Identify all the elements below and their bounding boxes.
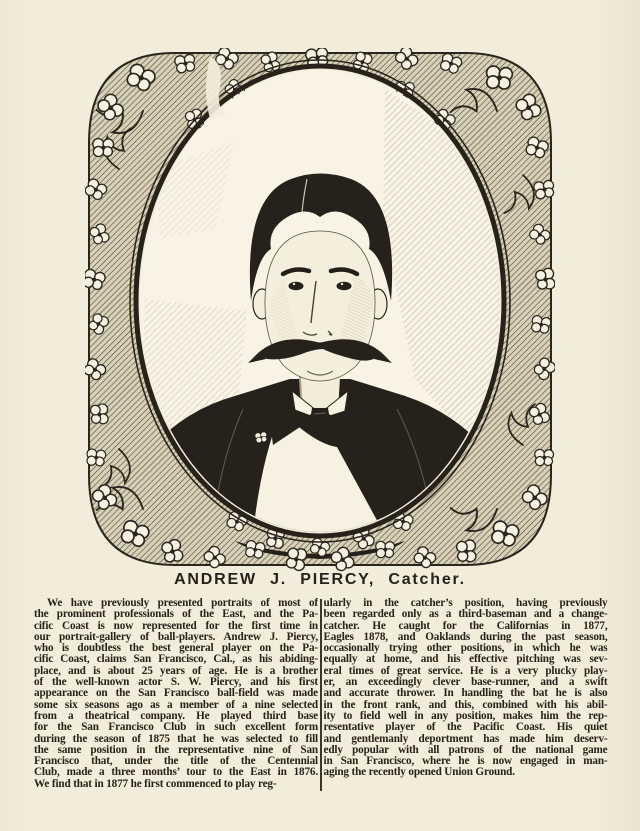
ornate-frame-engraving (85, 48, 555, 572)
boutonniere-icon (255, 432, 267, 443)
article-text (34, 598, 608, 791)
left-eye (289, 282, 304, 290)
eye-glint (293, 283, 295, 285)
article-left-column: We have previously presented portraits of most of the prominent professionals of the East, and the Pa- cific Coast is now represented for the first time in our portrait-gallery of ball-players. Andrew J. Piercy, who is doubtless the best general player on the Pa- cific Coast, claims San Francisco, Cal., as his abiding- place, and is about 25 years of age. He is a brother of the well-known actor S. W. Piercy, and his first appearance on the San Francisco ball-field was made some six seasons ago as a member of a nine selected from a theatrical company. He played third base for the San Francisco Club in such excellent form during the season of 1875 that he was selected to fill the same position in the representative nine of San Francisco that, under the title of the Centennial Club, made a three months’ tour to the East in 1876. We find that in 1877 he first commenced to play reg- (34, 598, 318, 790)
column-divider-rule (320, 599, 322, 791)
portrait-engraving-svg (85, 48, 555, 572)
eye-glint (341, 283, 343, 285)
right-eye (337, 282, 352, 290)
article-right-column: ularly in the catcher’s position, having previously been regarded only as a third-baseman and a change- catcher. He caught for the Californias in 1877, Eagles 1878, and Oaklands during the past season, occasionally trying other positions, in which he was equally at home, and his effective pitching was sev- eral times of great service. He is a very plucky play- er, an exceedingly clever base-runner, and a swift and accurate thrower. In handling the bat he is also in the front rank, and this, combined with his abil- ity to field well in any position, makes him the rep- resentative player of the Pacific Coast. His quiet and gentlemanly deportment has made him deserv- edly popular with all patrons of the national game in San Francisco, where he is now engaged in man- aging the recently opened Union Ground. (323, 598, 608, 779)
portrait-caption: ANDREW J. PIERCY, Catcher. (174, 571, 466, 588)
portrait-man-head (248, 174, 392, 382)
